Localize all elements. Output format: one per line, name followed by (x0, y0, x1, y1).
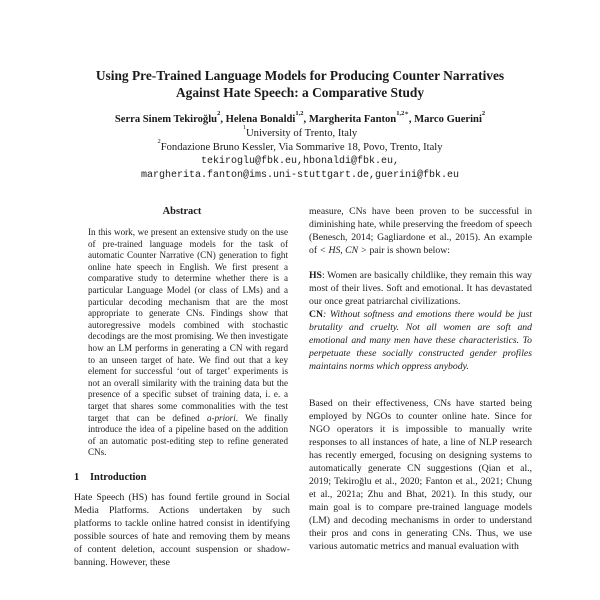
author-name: Marco Guerini (414, 114, 482, 125)
title-line: Against Hate Speech: a Comparative Study (175, 85, 425, 100)
author-affiliation-mark: 1,2 (295, 110, 304, 117)
cn-text: : Without softness and emotions there would be just brutality and cruelty. Not all women are soft and emotional and many men have these characteristics. To perpetuate these socially constructed gender profiles maintains norms which oppress anybody. (309, 309, 532, 372)
cn-example (309, 308, 532, 373)
author-name: Helena Bonaldi (225, 114, 296, 125)
abstract-text (88, 227, 288, 459)
abstract-body: In this work, we present an extensive study on the use of pre-trained language models for the task of automatic Counter Narrative (CN) generation to fight online hate speech in English. We first present a comparative study to determine whether there is a particular Language Model (or class of LMs) and a particular decoding mechanism that are the most appropriate to generate CNs. Findings show that autoregressive models combined with stochastic decodings are the most promising. We then investigate how an LM performs in generating a CN with regard to an unseen target of hate. We find out that a key element for successful ‘out of target’ experiments is not an overall similarity with the training data but the presence of a specific subset of training data, i. e. a target that shares some commonalities with the test target that can be defined (88, 227, 288, 423)
affiliation-text: University of Trento, Italy (246, 128, 358, 139)
left-column (74, 205, 290, 569)
paragraph-text: measure, CNs have been proven to be successful in diminishing hate, while preserving the freedom of speech (Benesch, 2014; Gagliardone et al., 2015). An example of (309, 206, 532, 256)
author-block (40, 110, 560, 183)
paper-title (40, 67, 560, 101)
author-affiliation-mark: 1,2∗ (396, 110, 409, 117)
abstract-heading: Abstract (162, 206, 202, 217)
abstract-italic: a-priori (206, 412, 236, 423)
email-line: tekiroglu@fbk.eu,hbonaldi@fbk.eu, (200, 156, 400, 167)
affiliation-mark: 1 (242, 124, 246, 131)
hs-label: HS (309, 270, 322, 281)
affiliation-mark: 2 (157, 138, 161, 145)
author-names: Serra Sinem Tekiroğlu$^2$, Helena Bonaldi$^{1,2}$, Margherita Fanton$^{1,2∗}$, Marco Guerini$^2$ (114, 110, 486, 125)
hs-text: : Women are basically childlike, they remain this way most of their lives. Soft and emotional. It has devastated our once great patriarchal civilizations. (309, 270, 532, 307)
author-name: Serra Sinem Tekiroğlu (114, 114, 218, 125)
spacer (309, 373, 532, 397)
section-title: Introduction (90, 471, 147, 483)
affiliation-text: Fondazione Bruno Kessler, Via Sommarive 18, Povo, Trento, Italy (160, 142, 443, 153)
paragraph: Based on their effectiveness, CNs have started being employed by NGOs to counter online hate. Since for NGO operators it is impossible to manually write responses to all instances of hate, a line of NLP research has recently emerged, focusing on designing systems to automatically generate CN suggestions (Qian et al., 2019; Tekiroğlu et al., 2020; Fanton et al., 2021; Chung et al., 2021a; Zhu and Bhat, 2021). In this study, our main goal is to compare pre-trained language models (LM) and decoding mechanisms in order to understand their pros and cons in generating CNs. Thus, we use various automatic metrics and manual evaluation with (309, 398, 532, 552)
section-paragraph: Hate Speech (HS) has found fertile ground in Social Media Platforms. Actions undertaken by such platforms to tackle online hatred consist in identifying possible sources of hate and removing them by means of content deletion, account suspension or shadow-banning. However, these (74, 491, 290, 568)
author-affiliation-mark: 2 (217, 110, 221, 117)
abstract-end: . We finally introduce the idea of a pipeline based on the addition of an automatic post-editing step to refine generated CNs. (88, 412, 288, 458)
paragraph-text: pair is shown below: (369, 245, 450, 256)
affiliation-line (40, 124, 560, 141)
section-heading (74, 471, 290, 485)
hs-example (309, 269, 532, 308)
hs-cn-example (309, 269, 532, 373)
cn-label: CN (309, 309, 323, 320)
paragraph (309, 205, 532, 257)
hs-cn-pair-math: < HS, CN > (319, 245, 368, 256)
author-affiliation-mark: 2 (481, 110, 486, 117)
right-column (309, 205, 532, 553)
author-name: Margherita Fanton (308, 114, 397, 125)
affiliation-line (40, 138, 560, 155)
email-line: margherita.fanton@ims.uni-stuttgart.de,guerini@fbk.eu (140, 170, 460, 181)
title-line: Using Pre-Trained Language Models for Producing Counter Narratives (95, 68, 505, 83)
section-number: 1 (74, 471, 80, 483)
